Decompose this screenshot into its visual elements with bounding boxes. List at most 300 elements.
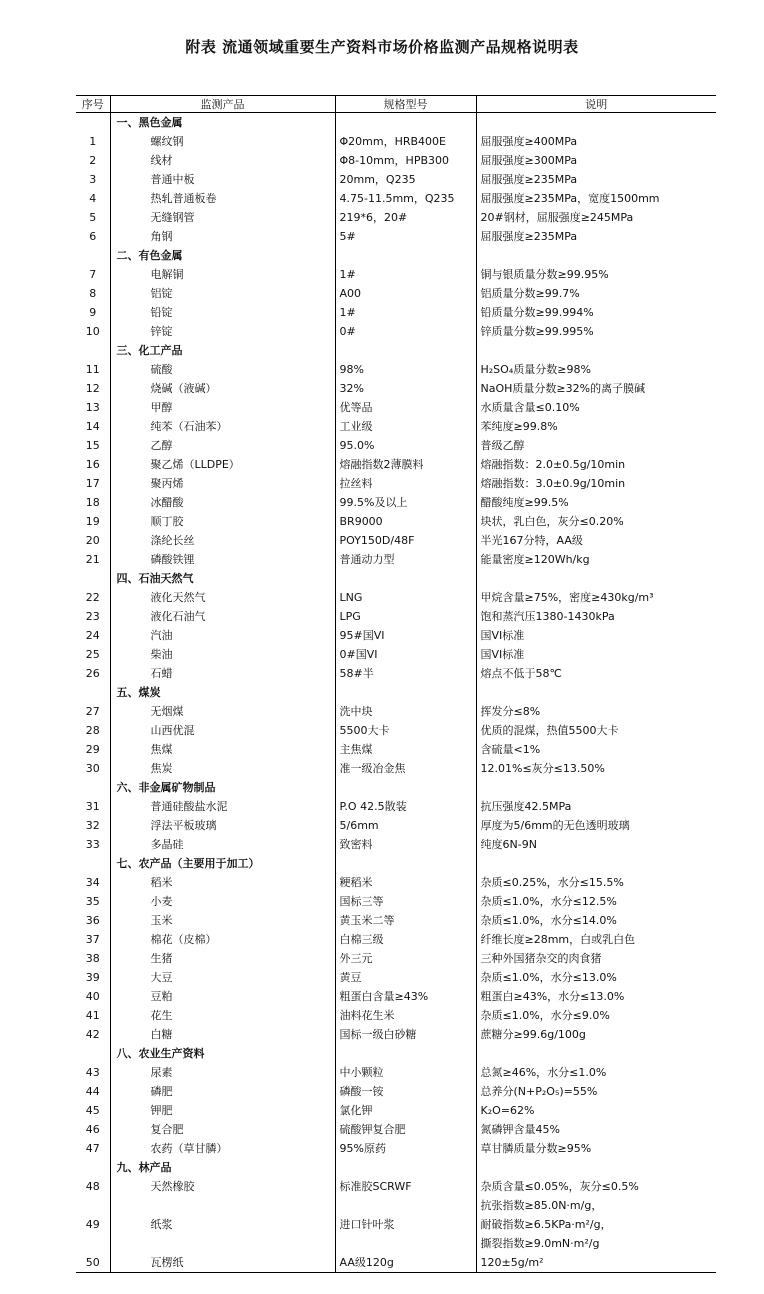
- row-number: 47: [85, 1142, 100, 1155]
- product-name: 液化天然气: [110, 588, 335, 607]
- description: 20#钢材，屈服强度≥245MPa: [476, 208, 716, 227]
- row-number: 5: [89, 211, 97, 224]
- spec-value: 普通动力型: [335, 550, 476, 569]
- header-product: 监测产品: [110, 96, 335, 113]
- description: 水质量含量≤0.10%: [476, 398, 716, 417]
- spec-value: 国标一级白砂糖: [335, 1025, 476, 1044]
- row-number: 6: [89, 230, 97, 243]
- product-name: 农药（草甘膦）: [110, 1139, 335, 1158]
- category-row: [76, 341, 716, 360]
- product-name: 纯苯（石油苯）: [110, 417, 335, 436]
- table-row: [76, 892, 716, 911]
- table-row: [76, 170, 716, 189]
- spec-value: BR9000: [335, 512, 476, 531]
- description: 屈服强度≥235MPa: [476, 227, 716, 246]
- table-row: [76, 132, 716, 151]
- table-row: [76, 911, 716, 930]
- product-name: 顺丁胶: [110, 512, 335, 531]
- description: 杂质≤0.25%，水分≤15.5%: [476, 873, 716, 892]
- row-number: [76, 341, 110, 360]
- desc-cell: [476, 113, 716, 133]
- description: 铝质量分数≥99.7%: [476, 284, 716, 303]
- description-line: 耐破指数≥6.5KPa·m²/g，: [480, 1218, 612, 1231]
- table-row: [76, 417, 716, 436]
- document-title: 附表 流通领域重要生产资料市场价格监测产品规格说明表: [185, 38, 579, 56]
- table-row: [76, 512, 716, 531]
- description: 抗压强度42.5MPa: [476, 797, 716, 816]
- description: 氮磷钾含量45%: [476, 1120, 716, 1139]
- description: 草甘膦质量分数≥95%: [476, 1139, 716, 1158]
- spec-value: Φ20mm，HRB400E: [335, 132, 476, 151]
- desc-cell: [476, 246, 716, 265]
- category-name: 二、有色金属: [110, 246, 335, 265]
- description: 熔点不低于58℃: [476, 664, 716, 683]
- description: NaOH质量分数≥32%的离子膜碱: [476, 379, 716, 398]
- table-row: [76, 949, 716, 968]
- category-row: [76, 683, 716, 702]
- description: 甲烷含量≥75%，密度≥430kg/m³: [476, 588, 716, 607]
- spec-value: 黄玉米二等: [335, 911, 476, 930]
- table-row: [76, 740, 716, 759]
- row-number: [76, 778, 110, 797]
- table-row: [76, 930, 716, 949]
- spec-value: 硫酸钾复合肥: [335, 1120, 476, 1139]
- description: 块状，乳白色，灰分≤0.20%: [476, 512, 716, 531]
- spec-value: P.O 42.5散装: [335, 797, 476, 816]
- row-number: 30: [85, 762, 100, 775]
- row-number: 37: [85, 933, 100, 946]
- row-number: 28: [85, 724, 100, 737]
- product-name: 瓦楞纸: [110, 1253, 335, 1273]
- row-number: [76, 569, 110, 588]
- table-row: [76, 607, 716, 626]
- table-row: [76, 873, 716, 892]
- description-line: 撕裂指数≥9.0mN·m²/g: [480, 1237, 600, 1250]
- table-row: [76, 759, 716, 778]
- description: 纤维长度≥28mm，白或乳白色: [476, 930, 716, 949]
- description: 杂质≤1.0%，水分≤14.0%: [476, 911, 716, 930]
- table-row: [76, 284, 716, 303]
- row-number: 20: [85, 534, 100, 547]
- spec-value: 32%: [335, 379, 476, 398]
- category-name: 四、石油天然气: [110, 569, 335, 588]
- category-row: [76, 778, 716, 797]
- description: 杂质≤1.0%，水分≤12.5%: [476, 892, 716, 911]
- description: 杂质≤1.0%，水分≤13.0%: [476, 968, 716, 987]
- table-row: [76, 968, 716, 987]
- category-name: 五、煤炭: [110, 683, 335, 702]
- row-number: 39: [85, 971, 100, 984]
- table-row: [76, 1139, 716, 1158]
- spec-cell: [335, 778, 476, 797]
- product-name: 大豆: [110, 968, 335, 987]
- table-row: [76, 1101, 716, 1120]
- row-number: 48: [85, 1180, 100, 1193]
- product-name: 锌锭: [110, 322, 335, 341]
- table-row: [76, 702, 716, 721]
- description: 杂质含量≤0.05%，灰分≤0.5%: [476, 1177, 716, 1196]
- row-number: 50: [85, 1256, 100, 1269]
- product-name: 棉花（皮棉）: [110, 930, 335, 949]
- product-name: 多晶硅: [110, 835, 335, 854]
- description: 国VI标准: [476, 645, 716, 664]
- row-number: 45: [85, 1104, 100, 1117]
- row-number: [76, 854, 110, 873]
- product-spec-table: [76, 95, 716, 1273]
- table-row: [76, 303, 716, 322]
- product-name: 生猪: [110, 949, 335, 968]
- product-name: 硫酸: [110, 360, 335, 379]
- category-row: [76, 1044, 716, 1063]
- row-number: 9: [89, 306, 97, 319]
- description: 粗蛋白≥43%，水分≤13.0%: [476, 987, 716, 1006]
- description: 屈服强度≥300MPa: [476, 151, 716, 170]
- description: 能量密度≥120Wh/kg: [476, 550, 716, 569]
- table-body: [76, 113, 716, 1273]
- product-name: 复合肥: [110, 1120, 335, 1139]
- row-number: 41: [85, 1009, 100, 1022]
- table-row: [76, 1120, 716, 1139]
- description: 苯纯度≥99.8%: [476, 417, 716, 436]
- spec-value: 氯化钾: [335, 1101, 476, 1120]
- desc-cell: [476, 1044, 716, 1063]
- description: 半光167分特，AA级: [476, 531, 716, 550]
- desc-cell: [476, 854, 716, 873]
- row-number: 36: [85, 914, 100, 927]
- description: 屈服强度≥235MPa，宽度1500mm: [476, 189, 716, 208]
- table-row: [76, 1177, 716, 1196]
- spec-value: AA级120g: [335, 1253, 476, 1273]
- product-name: 天然橡胶: [110, 1177, 335, 1196]
- table-row: [76, 835, 716, 854]
- category-row: [76, 854, 716, 873]
- row-number: 14: [85, 420, 100, 433]
- product-name: 玉米: [110, 911, 335, 930]
- spec-value: A00: [335, 284, 476, 303]
- description: 优质的混煤，热值5500大卡: [476, 721, 716, 740]
- product-name: 钾肥: [110, 1101, 335, 1120]
- spec-value: 5#: [335, 227, 476, 246]
- table-row: [76, 379, 716, 398]
- row-number: 43: [85, 1066, 100, 1079]
- row-number: 13: [85, 401, 100, 414]
- row-number: 21: [85, 553, 100, 566]
- spec-value: 95.0%: [335, 436, 476, 455]
- product-name: 焦炭: [110, 759, 335, 778]
- row-number: 34: [85, 876, 100, 889]
- description: 铅质量分数≥99.994%: [476, 303, 716, 322]
- row-number: 23: [85, 610, 100, 623]
- row-number: 42: [85, 1028, 100, 1041]
- spec-value: 219*6，20#: [335, 208, 476, 227]
- product-name: 石蜡: [110, 664, 335, 683]
- product-name: 无烟煤: [110, 702, 335, 721]
- row-number: 12: [85, 382, 100, 395]
- spec-value: 98%: [335, 360, 476, 379]
- product-name: 铅锭: [110, 303, 335, 322]
- category-name: 九、林产品: [110, 1158, 335, 1177]
- row-number: 38: [85, 952, 100, 965]
- row-number: 8: [89, 287, 97, 300]
- spec-value: 国标三等: [335, 892, 476, 911]
- product-name: 豆粕: [110, 987, 335, 1006]
- row-number: 10: [85, 325, 100, 338]
- description-line: 抗张指数≥85.0N·m/g，: [480, 1199, 603, 1212]
- row-number: 40: [85, 990, 100, 1003]
- row-number: 31: [85, 800, 100, 813]
- row-number: 25: [85, 648, 100, 661]
- spec-value: LNG: [335, 588, 476, 607]
- spec-value: 致密料: [335, 835, 476, 854]
- spec-value: 5500大卡: [335, 721, 476, 740]
- spec-value: 进口针叶浆: [335, 1196, 476, 1253]
- description: 熔融指数：3.0±0.9g/10min: [476, 474, 716, 493]
- description: 厚度为5/6mm的无色透明玻璃: [476, 816, 716, 835]
- product-name: 纸浆: [110, 1196, 335, 1253]
- table-row: [76, 1006, 716, 1025]
- spec-value: 0#: [335, 322, 476, 341]
- product-name: 热轧普通板卷: [110, 189, 335, 208]
- spec-value: 磷酸一铵: [335, 1082, 476, 1101]
- spec-value: 主焦煤: [335, 740, 476, 759]
- description: 总氮≥46%，水分≤1.0%: [476, 1063, 716, 1082]
- spec-value: 拉丝料: [335, 474, 476, 493]
- spec-cell: [335, 113, 476, 133]
- row-number: 22: [85, 591, 100, 604]
- spec-value: 熔融指数2薄膜料: [335, 455, 476, 474]
- row-number: 15: [85, 439, 100, 452]
- row-number: 27: [85, 705, 100, 718]
- spec-value: 58#半: [335, 664, 476, 683]
- table-row: [76, 474, 716, 493]
- product-name: 磷肥: [110, 1082, 335, 1101]
- spec-cell: [335, 569, 476, 588]
- desc-cell: [476, 341, 716, 360]
- product-name: 甲醇: [110, 398, 335, 417]
- description: 12.01%≤灰分≤13.50%: [476, 759, 716, 778]
- description: 饱和蒸汽压1380-1430kPa: [476, 607, 716, 626]
- product-name: 乙醇: [110, 436, 335, 455]
- description: 铜与银质量分数≥99.95%: [476, 265, 716, 284]
- spec-value: 工业级: [335, 417, 476, 436]
- row-number: 11: [85, 363, 100, 376]
- spec-value: 5/6mm: [335, 816, 476, 835]
- spec-value: 中小颗粒: [335, 1063, 476, 1082]
- desc-cell: [476, 683, 716, 702]
- row-number: 1: [89, 135, 97, 148]
- description: 挥发分≤8%: [476, 702, 716, 721]
- spec-cell: [335, 683, 476, 702]
- table-row: [76, 721, 716, 740]
- row-number: 49: [85, 1218, 100, 1231]
- category-name: 七、农产品（主要用于加工）: [110, 854, 335, 873]
- spec-value: Φ8-10mm，HPB300: [335, 151, 476, 170]
- description: 120±5g/m²: [476, 1253, 716, 1273]
- table-row: [76, 151, 716, 170]
- table-row: [76, 816, 716, 835]
- product-name: 普通硅酸盐水泥: [110, 797, 335, 816]
- table-row: [76, 208, 716, 227]
- spec-value: 优等品: [335, 398, 476, 417]
- description: 普级乙醇: [476, 436, 716, 455]
- product-name: 聚丙烯: [110, 474, 335, 493]
- product-name: 聚乙烯（LLDPE）: [110, 455, 335, 474]
- description: 屈服强度≥400MPa: [476, 132, 716, 151]
- product-name: 无缝钢管: [110, 208, 335, 227]
- row-number: 44: [85, 1085, 100, 1098]
- row-number: 46: [85, 1123, 100, 1136]
- spec-cell: [335, 1158, 476, 1177]
- product-name: 磷酸铁锂: [110, 550, 335, 569]
- product-name: 角钢: [110, 227, 335, 246]
- table-row: [76, 227, 716, 246]
- row-number: 7: [89, 268, 97, 281]
- table-row: [76, 398, 716, 417]
- table-row: [76, 645, 716, 664]
- category-name: 一、黑色金属: [110, 113, 335, 133]
- spec-value: 95%原药: [335, 1139, 476, 1158]
- row-number: 32: [85, 819, 100, 832]
- description: 醋酸纯度≥99.5%: [476, 493, 716, 512]
- table-row: [76, 531, 716, 550]
- product-name: 螺纹钢: [110, 132, 335, 151]
- product-name: 小麦: [110, 892, 335, 911]
- row-number: 24: [85, 629, 100, 642]
- spec-value: 油料花生米: [335, 1006, 476, 1025]
- product-name: 白糖: [110, 1025, 335, 1044]
- description: 熔融指数：2.0±0.5g/10min: [476, 455, 716, 474]
- table-row: [76, 265, 716, 284]
- product-name: 尿素: [110, 1063, 335, 1082]
- spec-value: 95#国VI: [335, 626, 476, 645]
- spec-value: 准一级冶金焦: [335, 759, 476, 778]
- description: 国VI标准: [476, 626, 716, 645]
- spec-cell: [335, 854, 476, 873]
- description: H₂SO₄质量分数≥98%: [476, 360, 716, 379]
- product-name: 线材: [110, 151, 335, 170]
- row-number: 18: [85, 496, 100, 509]
- product-name: 汽油: [110, 626, 335, 645]
- table-row: [76, 550, 716, 569]
- product-name: 烧碱（液碱）: [110, 379, 335, 398]
- spec-cell: [335, 341, 476, 360]
- table-row: [76, 322, 716, 341]
- row-number: [76, 1158, 110, 1177]
- description: 含硫量<1%: [476, 740, 716, 759]
- row-number: [76, 113, 110, 133]
- category-name: 六、非金属矿物制品: [110, 778, 335, 797]
- category-row: [76, 1158, 716, 1177]
- description: 杂质≤1.0%，水分≤9.0%: [476, 1006, 716, 1025]
- spec-value: 1#: [335, 265, 476, 284]
- spec-value: 99.5%及以上: [335, 493, 476, 512]
- header-desc: 说明: [476, 96, 716, 113]
- description: 总养分(N+P₂O₅)=55%: [476, 1082, 716, 1101]
- spec-value: 1#: [335, 303, 476, 322]
- desc-cell: [476, 1158, 716, 1177]
- description: 锌质量分数≥99.995%: [476, 322, 716, 341]
- table-row: [76, 588, 716, 607]
- table-row: [76, 664, 716, 683]
- row-number: [76, 1044, 110, 1063]
- row-number: 3: [89, 173, 97, 186]
- row-number: 17: [85, 477, 100, 490]
- spec-value: 洗中块: [335, 702, 476, 721]
- table-row: [76, 626, 716, 645]
- spec-value: POY150D/48F: [335, 531, 476, 550]
- table-row: [76, 436, 716, 455]
- row-number: 4: [89, 192, 97, 205]
- row-number: 35: [85, 895, 100, 908]
- table-row: [76, 1196, 716, 1253]
- product-name: 浮法平板玻璃: [110, 816, 335, 835]
- description: 纯度6N-9N: [476, 835, 716, 854]
- product-name: 液化石油气: [110, 607, 335, 626]
- table-row: [76, 1063, 716, 1082]
- row-number: [76, 246, 110, 265]
- table-row: [76, 493, 716, 512]
- product-name: 焦煤: [110, 740, 335, 759]
- spec-value: 标准胶SCRWF: [335, 1177, 476, 1196]
- product-name: 电解铜: [110, 265, 335, 284]
- product-name: 柴油: [110, 645, 335, 664]
- description: 三种外国猪杂交的肉食猪: [476, 949, 716, 968]
- spec-value: LPG: [335, 607, 476, 626]
- product-name: 冰醋酸: [110, 493, 335, 512]
- table-row: [76, 1253, 716, 1273]
- category-row: [76, 569, 716, 588]
- spec-value: 粳稻米: [335, 873, 476, 892]
- row-number: 29: [85, 743, 100, 756]
- table-header-row: [76, 96, 716, 113]
- spec-value: 白棉三级: [335, 930, 476, 949]
- category-name: 八、农业生产资料: [110, 1044, 335, 1063]
- table-row: [76, 455, 716, 474]
- table-row: [76, 1025, 716, 1044]
- product-name: 涤纶长丝: [110, 531, 335, 550]
- spec-value: 0#国VI: [335, 645, 476, 664]
- category-row: [76, 246, 716, 265]
- row-number: 16: [85, 458, 100, 471]
- header-spec: 规格型号: [335, 96, 476, 113]
- row-number: 26: [85, 667, 100, 680]
- product-name: 花生: [110, 1006, 335, 1025]
- row-number: [76, 683, 110, 702]
- table-row: [76, 360, 716, 379]
- product-name: 稻米: [110, 873, 335, 892]
- product-name: 普通中板: [110, 170, 335, 189]
- description: K₂O=62%: [476, 1101, 716, 1120]
- row-number: 33: [85, 838, 100, 851]
- header-no: 序号: [81, 98, 104, 111]
- spec-cell: [335, 246, 476, 265]
- spec-value: 外三元: [335, 949, 476, 968]
- table-row: [76, 987, 716, 1006]
- category-name: 三、化工产品: [110, 341, 335, 360]
- table-row: [76, 189, 716, 208]
- desc-cell: [476, 569, 716, 588]
- table-row: [76, 797, 716, 816]
- product-name: 铝锭: [110, 284, 335, 303]
- description: [476, 1196, 716, 1253]
- spec-value: 黄豆: [335, 968, 476, 987]
- spec-value: 4.75-11.5mm，Q235: [335, 189, 476, 208]
- table-row: [76, 1082, 716, 1101]
- desc-cell: [476, 778, 716, 797]
- row-number: 2: [89, 154, 97, 167]
- category-row: [76, 113, 716, 133]
- row-number: 19: [85, 515, 100, 528]
